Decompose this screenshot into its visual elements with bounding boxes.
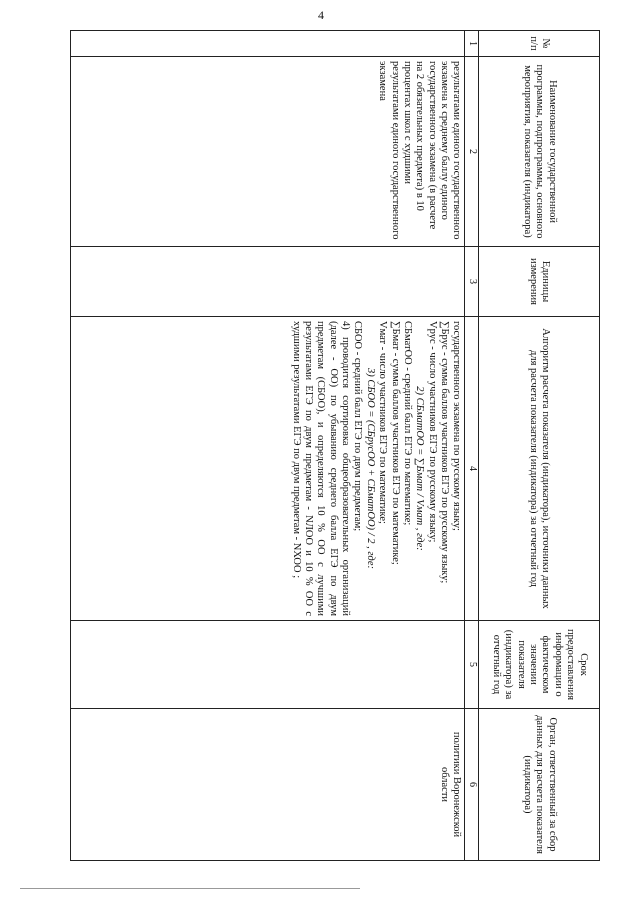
col-number: 4: [465, 317, 479, 621]
algorithm-line: Vмат - число участников ЕГЭ по математике;: [377, 321, 389, 524]
header-deadline: Срок предоставления информации о фактическом значении показателя (индикатора) за отчетный год: [479, 621, 600, 709]
rotated-table-wrapper: [70, 30, 600, 860]
cell-units: [71, 247, 465, 317]
algorithm-line: государственного экзамена по русскому языку;: [451, 321, 463, 531]
header-units: Единицы измерения: [479, 247, 600, 317]
algorithm-text: [71, 317, 465, 621]
algorithm-line: СБматОО - средний балл ЕГЭ по математике;: [401, 321, 413, 526]
responsible-body: политики Воронежской области: [71, 709, 465, 861]
indicator-name: результатами единого государственного экзамена к среднему баллу единого государственного экзамена (в расчете на 2 обязательных предмета) в 10 процентах школ с худшими результатами единого государственного экзамена: [71, 57, 465, 247]
cell-num: [71, 31, 465, 57]
col-number: 3: [465, 247, 479, 317]
header-responsible: Орган, ответственный за сбор данных для расчета показателя (индикатора): [479, 709, 600, 861]
col-number: 2: [465, 57, 479, 247]
col-number: 5: [465, 621, 479, 709]
algorithm-line: ∑Брус - сумма баллов участников ЕГЭ по русскому языку;: [439, 321, 451, 584]
header-num: № п/п: [479, 31, 600, 57]
algorithm-line: Vрус - число участников ЕГЭ по русскому языку;: [426, 321, 438, 543]
header-algorithm: Алгоритм расчета показателя (индикатора), источники данных для расчета показателя (индикатора) за отчетный год: [479, 317, 600, 621]
footer-divider: [20, 888, 360, 889]
algorithm-line: 4) проводится сортировка общеобразовательных организаций (далее - ОО) по убыванию среднего балла ЕГЭ по двум предметам (СБОО), и определяются 10 % ОО с лучшими результатами ЕГЭ по двум предметам - NЛОО и 10 % ОО с худшими результатами ЕГЭ по двум предметам - NХОО ;: [290, 321, 352, 616]
col-number: 1: [465, 31, 479, 57]
algorithm-line: ∑Бмат - сумма баллов участников ЕГЭ по математике;: [389, 321, 401, 565]
indicator-table: [70, 30, 600, 861]
header-name: Наименование государственной программы, подпрограммы, основного мероприятия, показателя (индикатора): [479, 57, 600, 247]
formula-average: 3) СБОО = (СБрусОО + СБматОО) / 2 , где:: [364, 367, 376, 570]
cell-deadline: [71, 621, 465, 709]
algorithm-line: СБОО - средний балл ЕГЭ по двум предметам;: [352, 321, 364, 532]
formula-math: 2) СБматОО = ∑Бмат / Vмат , где:: [414, 386, 426, 551]
col-number: 6: [465, 709, 479, 861]
page-number: 4: [318, 8, 324, 22]
